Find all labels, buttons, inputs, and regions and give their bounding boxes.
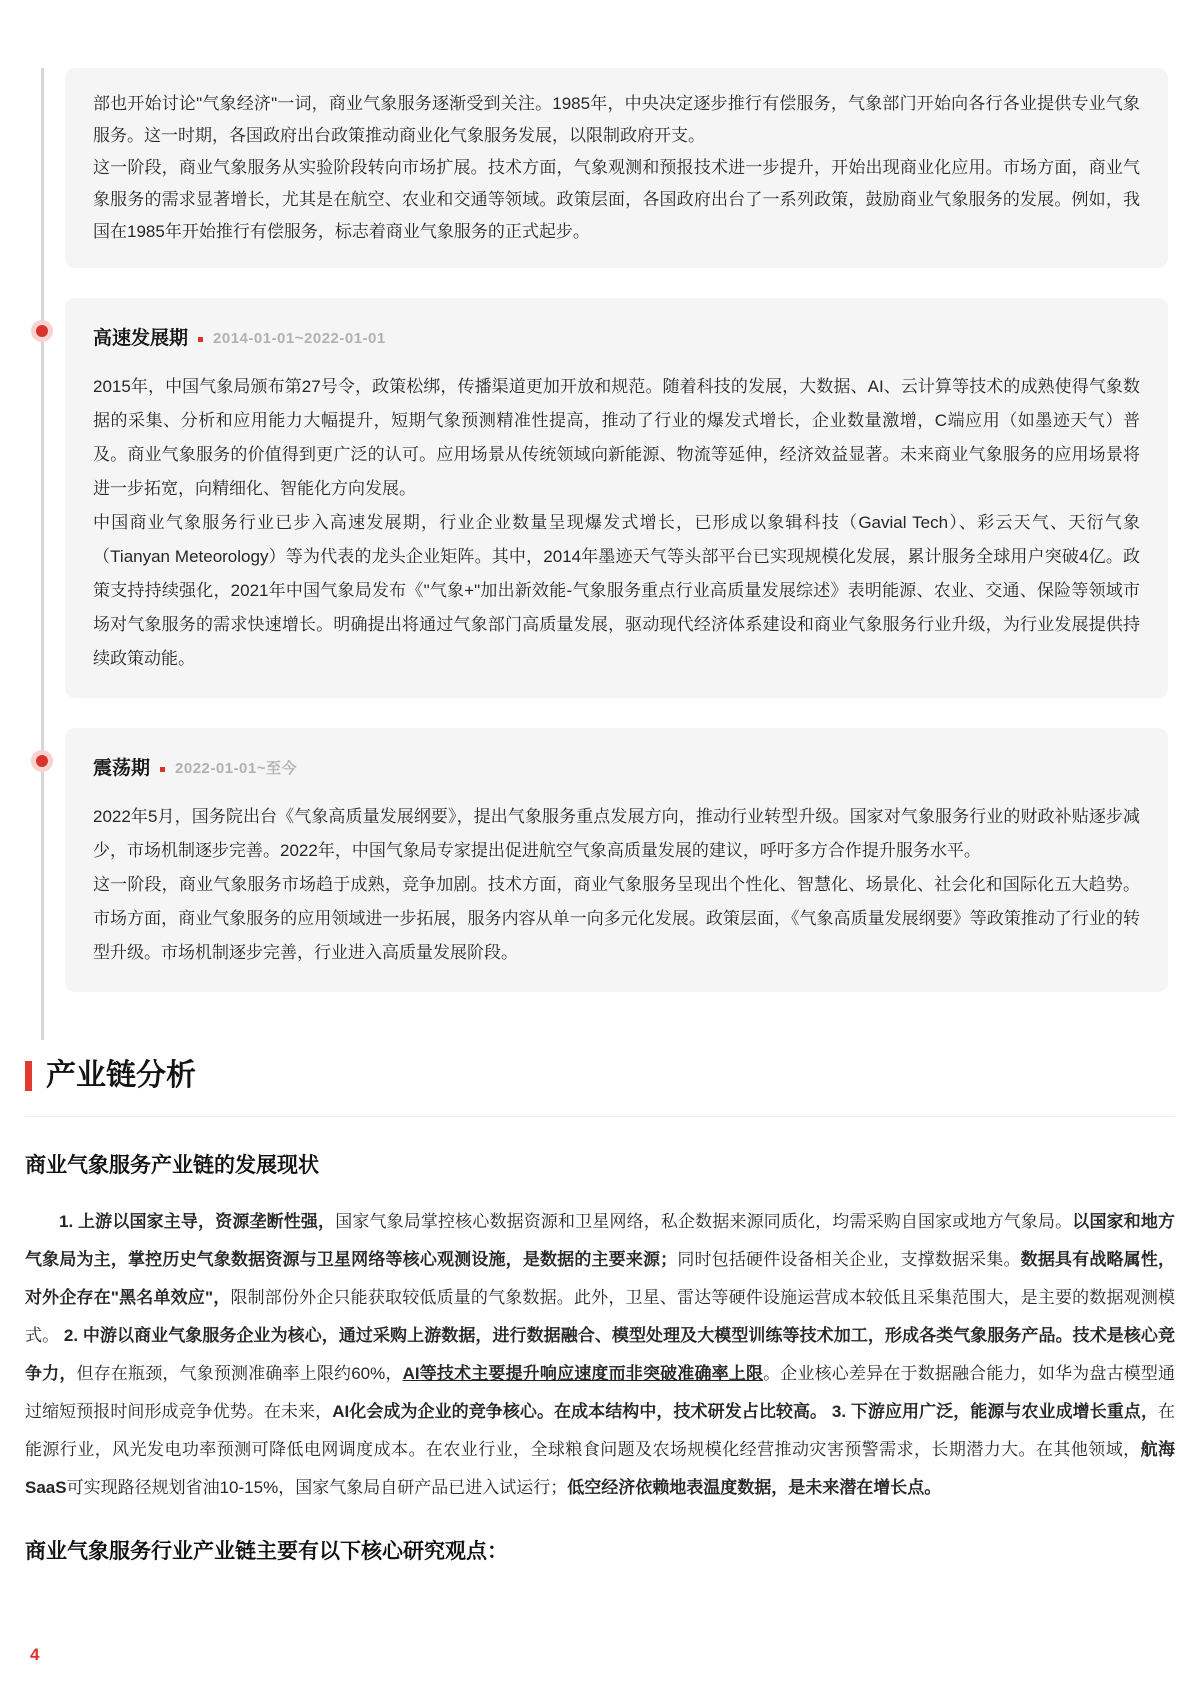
timeline-item-date: 2014-01-01~2022-01-01 <box>213 330 386 347</box>
timeline-dot <box>31 750 53 772</box>
timeline-item-title: 高速发展期 <box>93 328 189 349</box>
section-title: 产业链分析 <box>46 1059 196 1092</box>
timeline-dot-core <box>36 755 48 767</box>
industry-chain-section <box>25 1056 1175 1567</box>
timeline-dot <box>31 320 53 342</box>
intro-paragraph: 部也开始讨论"气象经济"一词，商业气象服务逐渐受到关注。1985年，中央决定逐步推行有偿服务，气象部门开始向各行各业提供专业气象服务。这一时期，各国政府出台政策推动商业化气象服务发展，以限制政府开支。 <box>93 94 1140 145</box>
timeline-item-oscillation <box>65 728 1168 992</box>
page-number: 4 <box>30 1645 40 1664</box>
timeline-dot-core <box>36 325 48 337</box>
red-square-separator <box>160 767 165 772</box>
timeline-item-card <box>65 728 1168 992</box>
subsection-title-core-viewpoints: 商业气象服务行业产业链主要有以下核心研究观点： <box>25 1540 508 1563</box>
timeline-item-title: 震荡期 <box>93 758 151 779</box>
timeline-item-rapid-growth <box>65 298 1168 698</box>
timeline-item-card <box>65 298 1168 698</box>
timeline-intro-card <box>65 68 1168 268</box>
section-divider <box>25 1116 1175 1117</box>
subsection-title-current-status: 商业气象服务产业链的发展现状 <box>25 1154 319 1177</box>
timeline-paragraph: 这一阶段，商业气象服务市场趋于成熟，竞争加剧。技术方面，商业气象服务呈现出个性化、智慧化、场景化、社会化和国际化五大趋势。市场方面，商业气象服务的应用领域进一步拓展，服务内容从单一向多元化发展。政策层面，《气象高质量发展纲要》等政策推动了行业的转型升级。市场机制逐步完善，行业进入高质量发展阶段。 <box>93 875 1140 962</box>
red-square-separator <box>198 337 203 342</box>
current-status-paragraph: 1. 上游以国家主导，资源垄断性强，国家气象局掌控核心数据资源和卫星网络，私企数据来源同质化，均需采购自国家或地方气象局。以国家和地方气象局为主，掌控历史气象数据资源与卫星网络等核心观测设施，是数据的主要来源；同时包括硬件设备相关企业，支撑数据采集。数据具有战略属性，对外企存在"黑名单效应"，限制部份外企只能获取较低质量的气象数据。此外，卫星、雷达等硬件设施运营成本较低且采集范围大，是主要的数据观测模式。 2. 中游以商业气象服务企业为核心，通过采购上游数据，进行数据融合、模型处理及大模型训练等技术加工，形成各类气象服务产品。技术是核心竞争力，但存在瓶颈，气象预测准确率上限约60%，AI等技术主要提升响应速度而非突破准确率上限。企业核心差异在于数据融合能力，如华为盘古模型通过缩短预报时间形成竞争优势。在未来，AI化会成为企业的竞争核心。在成本结构中，技术研发占比较高。 3. 下游应用广泛，能源与农业成增长重点，在能源行业，风光发电功率预测可降低电网调度成本。在农业行业，全球粮食问题及农场规模化经营推动灾害预警需求，长期潜力大。在其他领域，航海SaaS可实现路径规划省油10-15%，国家气象局自研产品已进入试运行；低空经济依赖地表温度数据，是未来潜在增长点。 <box>25 1212 1176 1497</box>
section-title-row <box>25 1056 1175 1096</box>
timeline-paragraph: 2015年，中国气象局颁布第27号令，政策松绑，传播渠道更加开放和规范。随着科技的发展，大数据、AI、云计算等技术的成熟使得气象数据的采集、分析和应用能力大幅提升，短期气象预测精准性提高，推动了行业的爆发式增长，企业数量激增，C端应用（如墨迹天气）普及。商业气象服务的价值得到更广泛的认可。应用场景从传统领域向新能源、物流等延伸，经济效益显著。未来商业气象服务的应用场景将进一步拓宽，向精细化、智能化方向发展。 <box>93 377 1140 498</box>
timeline-line <box>41 68 44 1040</box>
timeline-paragraph: 2022年5月，国务院出台《气象高质量发展纲要》，提出气象服务重点发展方向，推动行业转型升级。国家对气象服务行业的财政补贴逐步减少，市场机制逐步完善。2022年，中国气象局专家提出促进航空气象高质量发展的建议，呼吁多方合作提升服务水平。 <box>93 807 1140 860</box>
intro-paragraph: 这一阶段，商业气象服务从实验阶段转向市场扩展。技术方面，气象观测和预报技术进一步提升，开始出现商业化应用。市场方面，商业气象服务的需求显著增长，尤其是在航空、农业和交通等领域。政策层面，各国政府出台了一系列政策，鼓励商业气象服务的发展。例如，我国在1985年开始推行有偿服务，标志着商业气象服务的正式起步。 <box>93 158 1140 241</box>
timeline-item-date: 2022-01-01~至今 <box>175 760 298 777</box>
timeline-paragraph: 中国商业气象服务行业已步入高速发展期，行业企业数量呈现爆发式增长，已形成以象辑科技（Gavial Tech）、彩云天气、天衍气象（Tianyan Meteorology）等为代表的龙头企业矩阵。其中，2014年墨迹天气等头部平台已实现规模化发展，累计服务全球用户突破4亿。政策支持持续强化，2021年中国气象局发布《"气象+"加出新效能-气象服务重点行业高质量发展综述》表明能源、农业、交通、保险等领域市场对气象服务的需求快速增长。明确提出将通过气象部门高质量发展，驱动现代经济体系建设和商业气象服务行业升级，为行业发展提供持续政策动能。 <box>93 513 1140 668</box>
timeline-item-header <box>93 752 1140 786</box>
section-title-red-bar <box>25 1061 32 1091</box>
timeline-item-header <box>93 322 1140 356</box>
